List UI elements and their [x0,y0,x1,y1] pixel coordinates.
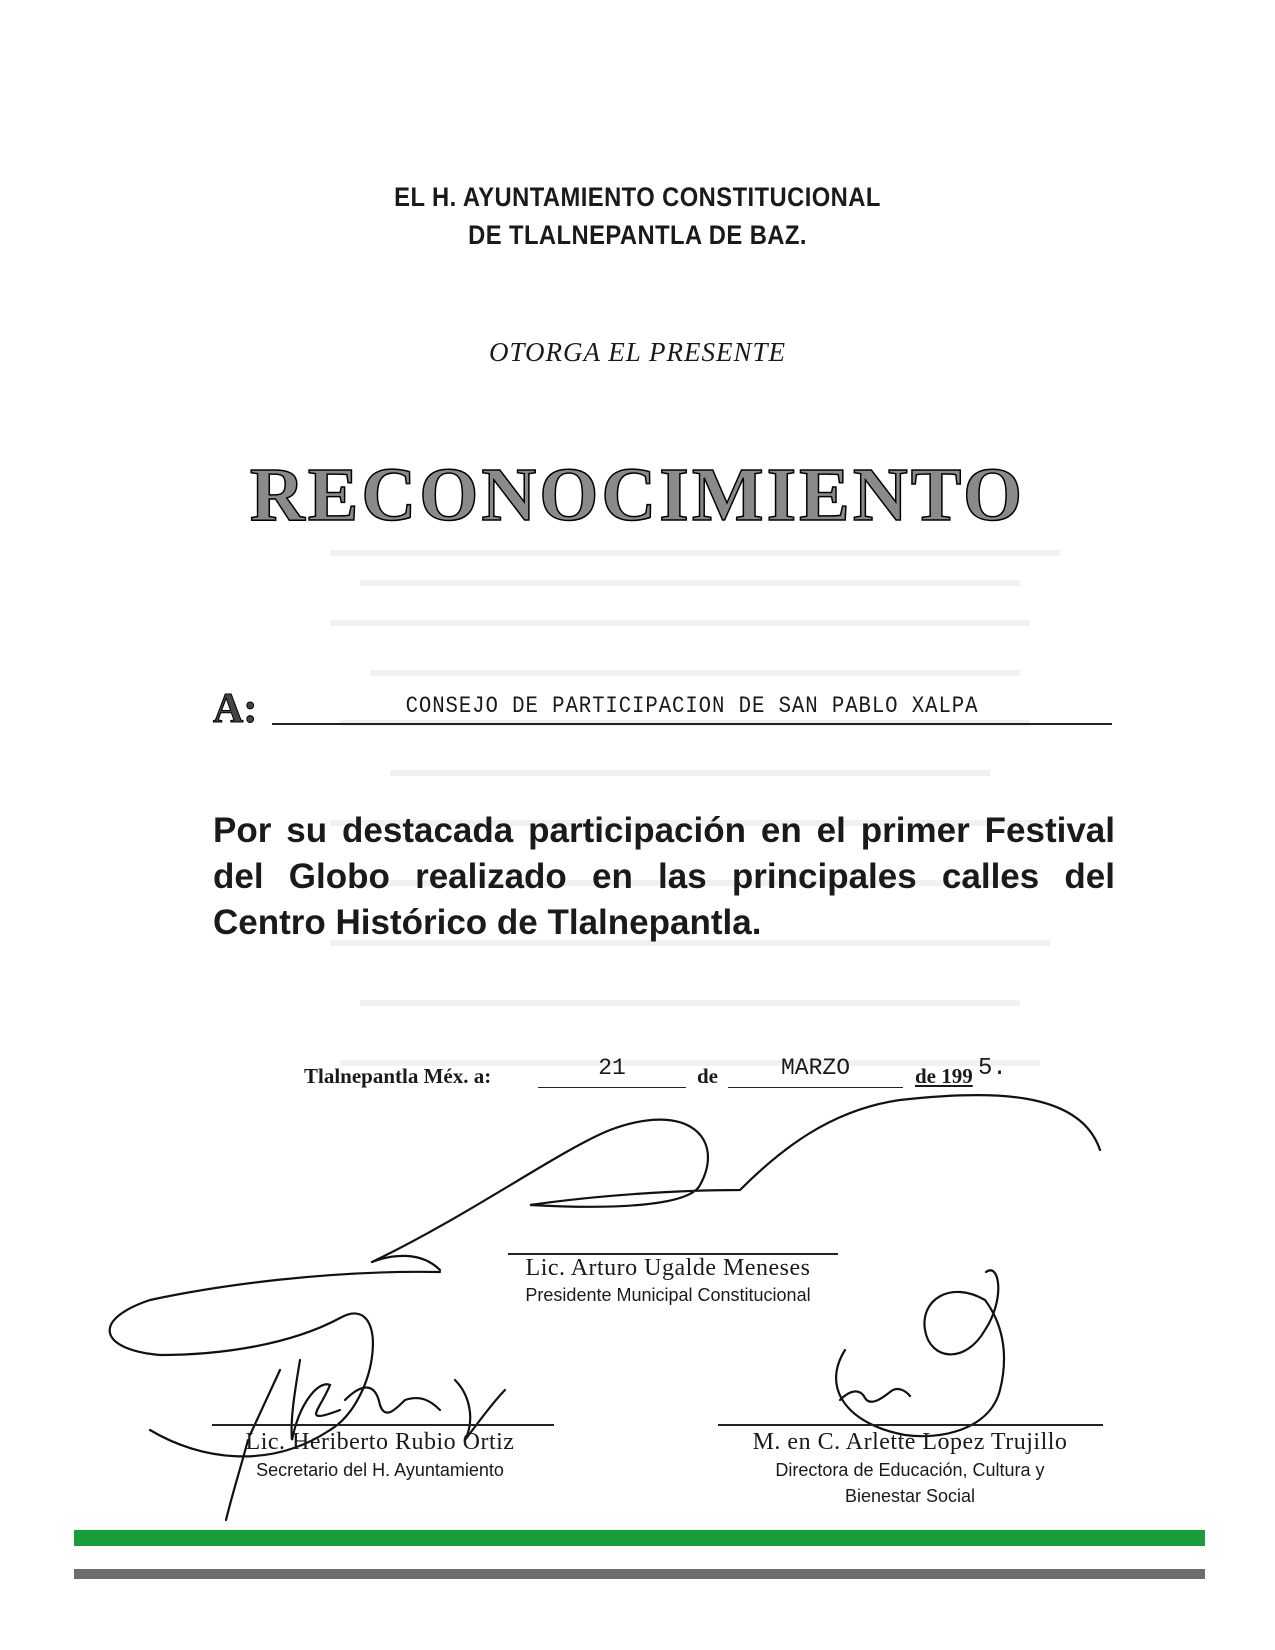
secretary-role: Secretario del H. Ayuntamiento [256,1460,504,1480]
issuer-line-1: EL H. AYUNTAMIENTO CONSTITUCIONAL [394,182,881,212]
date-year-label: de 199 [915,1064,973,1088]
date-de-label: de [697,1064,718,1088]
director-role-line-2: Bienestar Social [844,1486,976,1506]
president-role: Presidente Municipal Constitucional [525,1285,811,1305]
date-year-digit: 5. [978,1055,1007,1082]
director-signature-line [718,1424,1103,1426]
issuer-line-2: DE TLALNEPANTLA DE BAZ. [468,220,807,250]
recipient-label: A: [213,686,258,732]
date-month: MARZO [780,1055,850,1081]
footer-green-stripe [74,1530,1205,1546]
recognition-body: Por su destacada participación en el primer Festival del Globo realizado en las principales calles del Centro Histórico de Tlalnepantla. [213,811,1115,942]
recipient-name: CONSEJO DE PARTICIPACION DE SAN PABLO XALPA [405,693,979,719]
director-role-line-1: Directora de Educación, Cultura y [775,1460,1045,1480]
secretary-name: Lic. Heriberto Rubio Ortiz [245,1429,515,1455]
footer-gray-stripe [74,1569,1205,1579]
secretary-signature-line [212,1424,554,1426]
director-name: M. en C. Arlette Lopez Trujillo [752,1429,1068,1455]
date-place-label: Tlalnepantla Méx. a: [304,1064,492,1088]
date-day: 21 [598,1055,626,1081]
otorga-text: OTORGA EL PRESENTE [488,337,787,367]
certificate-title: RECONOCIMIENTO [249,453,1026,537]
president-name: Lic. Arturo Ugalde Meneses [525,1255,811,1281]
